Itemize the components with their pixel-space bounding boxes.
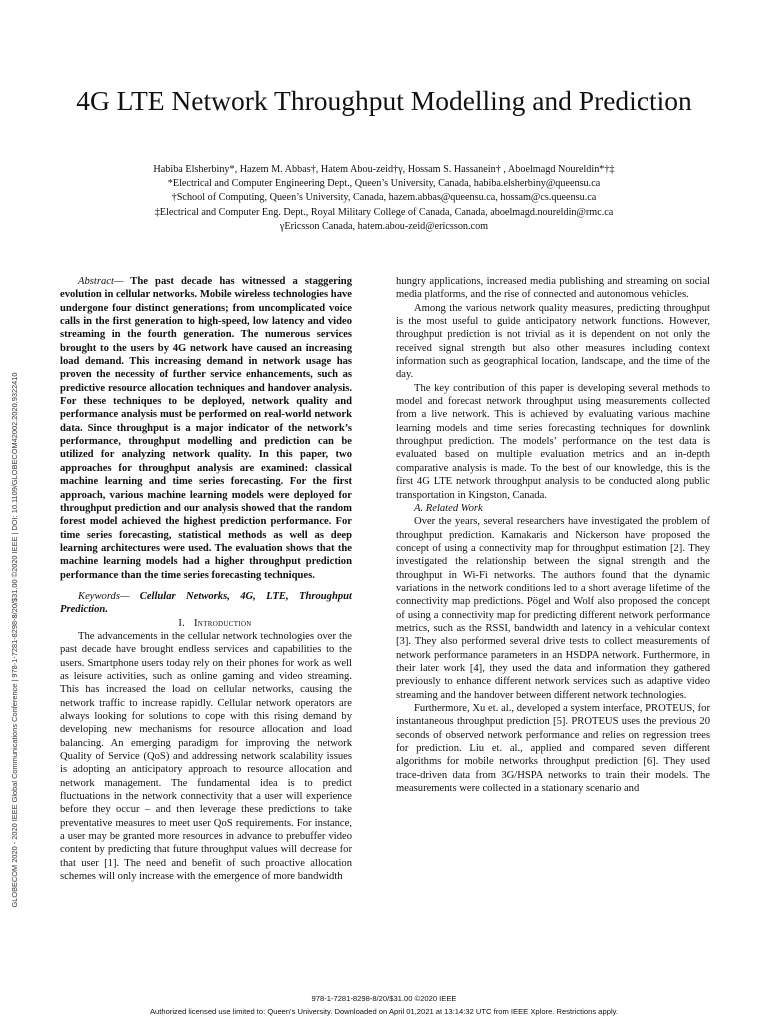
affiliation-2: †School of Computing, Queen’s University, Canada, hazem.abbas@queensu.ca, hossam@cs.queensu.ca [171, 192, 597, 204]
abstract-body: The past decade has witnessed a staggering evolution in cellular networks. Mobile wireless technologies have undergone four distinct generations; from uncomplicated voice calls in the first generation to high-speed, low latency and video streaming in the fourth generation. The numerous services brought to the users by 4G network have caused an increasing load demand. This increasing demand in network usage has proven the necessity of further service enhancements, such as predictive resource allocation techniques and handover analysis. For these techniques to be deployed, network quality and performance analysis must be performed on real-world network data. Since throughput is a major indicator of the network’s performance, throughput modelling and prediction can be utilized for analyzing network quality. In this paper, two approaches for throughput analysis are examined: classical machine learning and time series forecasting. For the first approach, various machine learning models were deployed for throughput prediction and our analysis showed that the random forest model achieved the highest prediction performance. For time series forecasting, statistical methods as well as deep learning architectures were used. The evaluation shows that the machine learning models had a higher throughput prediction performance than the time series forecasting techniques. [60, 276, 352, 581]
keywords [60, 590, 352, 617]
abstract [60, 275, 352, 582]
footer-license: Authorized licensed use limited to: Queen's University. Downloaded on April 01,2021 at 13:14:32 UTC from IEEE Xplore. Restrictions apply. [149, 1007, 618, 1016]
keywords-lead: Keywords— [78, 590, 130, 602]
right-column [396, 275, 710, 795]
abstract-lead: Abstract— [78, 276, 124, 287]
right-paragraph-1: hungry applications, increased media publishing and streaming on social media platforms, and the rise of connected and autonomous vehicles. [396, 276, 710, 301]
author-block [70, 163, 698, 234]
right-paragraph-4: Over the years, several researchers have investigated the problem of throughput prediction. Kamakaris and Nickerson have proposed the concept of using a connectivity map for throughput estimation [2]. They investigated the relationship between the signal strength and the throughput in Wi-Fi networks. The authors found that the dynamic variations in the network conditions led to a short average lifetime of the connectivity map predictions. Pögel and Wolf also proposed the concept of using a connectivity map for predicting different network performance metrics, such as the RSSI, bandwidth and latency in a vehicular context [3]. They also performed several drive tests to collect measurements of network performance parameters in an HSDPA network. Furthermore, in their later work [4], they used the data and information they gathered previously to enhance different network services such as adaptive video streaming and the handover between different network technologies. [396, 516, 710, 701]
left-column [60, 275, 352, 883]
section-number: I. [178, 617, 186, 629]
paper-title: 4G LTE Network Throughput Modelling and Prediction [76, 85, 692, 116]
keywords-body: Cellular Networks, 4G, LTE, Throughput Prediction. [60, 590, 352, 616]
side-strip-text: GLOBECOM 2020 - 2020 IEEE Global Communications Conference | 978-1-7281-8298-8/20/$31.00 ©2020 IEEE | DOI: 10.1109/GLOBECOM42002.2020.9322410 [10, 372, 19, 908]
affiliation-3: ‡Electrical and Computer Eng. Dept., Royal Military College of Canada, Canada, aboelmagd.noureldin@rmc.ca [154, 206, 614, 218]
footer-copyright: 978-1-7281-8298-8/20/$31.00 ©2020 IEEE [311, 994, 457, 1003]
right-paragraph-3: The key contribution of this paper is developing several methods to model and forecast network throughput using measurements collected from a live network. This is achieved by evaluating various machine learning models and time series forecasting techniques for downlink throughput prediction. The models’ performance on the test data is evaluated based on multiple evaluation metrics and an in-depth comparative analysis is made. To the best of our knowledge, this is the first 4G LTE network throughput analysis to be conducted along public transportation in Kingston, Canada. [396, 382, 710, 501]
subsection-heading-related-work: A. Related Work [414, 502, 483, 514]
side-strip [6, 320, 24, 960]
author-names: Habiba Elsherbiny*, Hazem M. Abbas†, Hatem Abou-zeid†γ, Hossam S. Hassanein† , Aboelmagd Noureldin*†‡ [153, 164, 615, 175]
right-paragraph-5: Furthermore, Xu et. al., developed a system interface, PROTEUS, for instantaneous throughput prediction [5]. PROTEUS uses the previous 20 seconds of observed network performance and relies on regression trees for prediction. Liu et. al., applied and compared seven different algorithms for mobile networks throughput prediction [6]. They used trace-driven data from 3G/HSPA networks to train their models. The measurements were collected in a stationary scenario and [396, 703, 710, 795]
affiliation-4: γEricsson Canada, hatem.abou-zeid@ericsson.com [279, 220, 489, 232]
intro-paragraph: The advancements in the cellular network technologies over the past decade have brought endless services and capabilities to the users. Smartphone users today rely on their phones for work as well as leisure activities, such as online gaming and video streaming. This has increased the load on cellular networks, causing the network traffic to increase rapidly. Cellular network operators are always looking for solutions to cope with this rising demand by developing new mechanisms for resource allocation and load balancing. An emerging paradigm for improving the network Quality of Service (QoS) and addressing network scalability issues is adopting an anticipatory approach to resource allocation and network management. The fundamental idea is to predict fluctuations in the network connectivity that a user will experience before they occur – and then leverage these predictions to take preventative measures to meet user QoS requirements. For instance, a user may be granted more resources in advance to prebuffer video content by predicting that future throughput values will decrease for that user [1]. The need and benefit of such proactive allocation schemes will only increase with the emergence of more bandwidth [60, 630, 352, 883]
affiliation-1: *Electrical and Computer Engineering Dept., Queen’s University, Canada, habiba.elsherbiny@queensu.ca [167, 178, 601, 190]
right-paragraph-2: Among the various network quality measures, predicting throughput is the most useful to guide anticipatory network functions. However, throughput prediction is not trivial as it is dependent on not only the received signal strength but also other measures including context information such as geographical location, landscape, and the time of the day. [396, 302, 710, 381]
section-heading-introduction [60, 617, 352, 630]
section-title: Introduction [193, 617, 252, 629]
